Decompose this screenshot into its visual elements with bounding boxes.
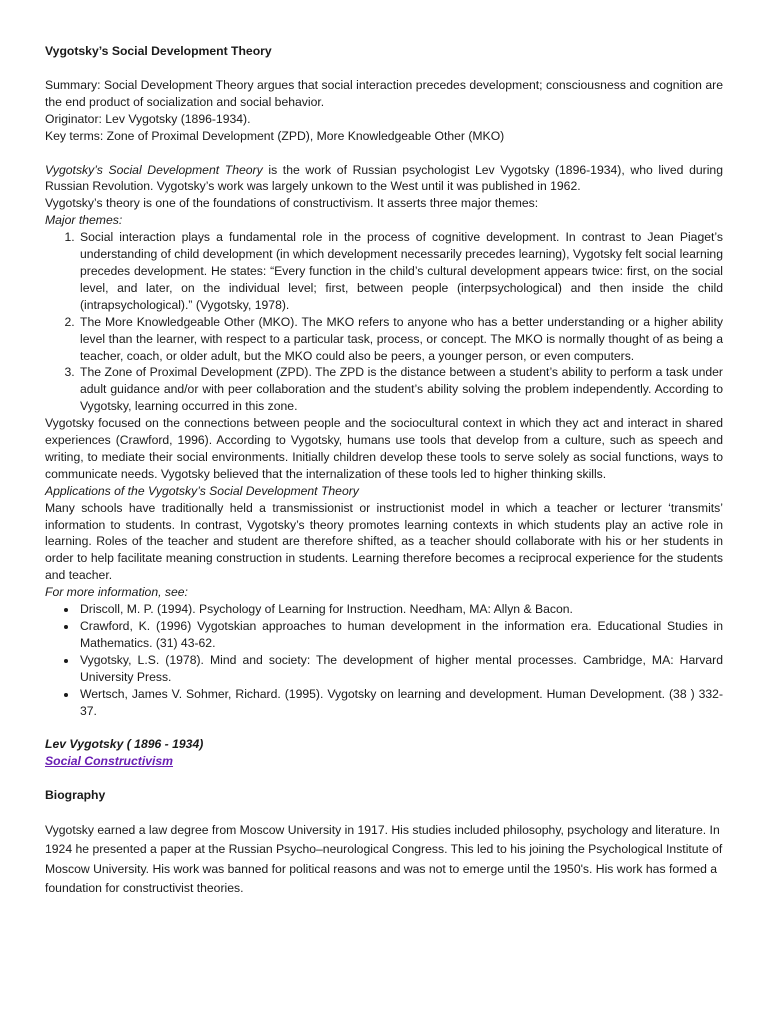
connections-paragraph: Vygotsky focused on the connections between people and the sociocultural context in which they act and interact in shared experiences (Crawford, 1996). According to Vygotsky, humans use tools that develop from a culture, such as speech and writing, to mediate their social environments. Initially children develop these tools to serve solely as social functions, ways to communicate needs. Vygotsky believed that the internalization of these tools led to higher thinking skills. <box>45 416 723 481</box>
applications-paragraph: Many schools have traditionally held a transmissionist or instructionist model in which a teacher or lecturer ‘transmits’ information to students. In contrast, Vygotsky’s theory promotes learning contexts in which students play an active role in learning. Roles of the teacher and student are therefore shifted, as a teacher should collaborate with his or her students in order to help facilitate meaning construction in students. Learning therefore becomes a reciprocal experience for the students and teacher. <box>45 500 723 583</box>
summary-text: Summary: Social Development Theory argues that social interaction precedes development; consciousness and cognition are the end product of socialization and social behavior. <box>45 77 723 109</box>
themes-list <box>45 229 723 415</box>
social-constructivism-link[interactable]: Social Constructivism <box>45 754 174 769</box>
reference-item: • Crawford, K. (1996) Vygotskian approaches to human development in the information era. Educational Studies in Mathematics. (31) 43-62. <box>78 618 723 652</box>
theme-item: 2. The More Knowledgeable Other (MKO). The MKO refers to anyone who has a better understanding or a higher ability level than the learner, with respect to a particular task, process, or concept. The MKO is normally thought of as being a teacher, coach, or older adult, but the MKO could also be peers, a younger person, or even computers. <box>78 314 723 365</box>
reference-item: • Driscoll, M. P. (1994). Psychology of Learning for Instruction. Needham, MA: Allyn & Bacon. <box>78 601 723 618</box>
originator-line: Originator: Lev Vygotsky (1896-1934). <box>45 111 251 126</box>
theme-item: 1. Social interaction plays a fundamental role in the process of cognitive development. In contrast to Jean Piaget’s understanding of child development (in which development necessarily precedes learning), Vygotsky felt social learning precedes development. He states: “Every function in the child’s cultural development appears twice: first, on the social level, and later, on the individual level; first, between people (interpsychological) and then inside the child (intrapsychological).” (Vygotsky, 1978). <box>78 229 723 314</box>
reference-item: • Vygotsky, L.S. (1978). Mind and society: The development of higher mental processes. Cambridge, MA: Harvard University Press. <box>78 652 723 686</box>
intro-text: is the work of Russian psychologist Lev Vygotsky (1896-1934), who lived during Russian Revolution. Vygotsky’s work was largely unkown to the West until it was published in 1962. <box>45 162 723 194</box>
document-title: Vygotsky’s Social Development Theory <box>45 44 272 58</box>
intro-constructivism: Vygotsky’s theory is one of the foundations of constructivism. It asserts three major themes: <box>45 196 539 211</box>
reference-item: • Wertsch, James V. Sohmer, Richard. (1995). Vygotsky on learning and development. Human Development. (38 ) 332-37. <box>78 686 723 720</box>
biography-heading: Biography <box>45 788 106 803</box>
theme-item: 3. The Zone of Proximal Development (ZPD). The ZPD is the distance between a student’s ability to perform a task under adult guidance and/or with peer collaboration and the student’s ability solving the problem independently. According to Vygotsky, learning occurred in this zone. <box>78 364 723 415</box>
intro-paragraph <box>45 162 723 196</box>
key-terms-line: Key terms: Zone of Proximal Development (ZPD), More Knowledgeable Other (MKO) <box>45 128 505 143</box>
intro-title-italic: Vygotsky’s Social Development Theory <box>45 162 263 177</box>
lev-heading: Lev Vygotsky ( 1896 - 1934) <box>45 737 204 752</box>
themes-heading: Major themes: <box>45 213 123 228</box>
references-list <box>45 601 723 719</box>
applications-heading: Applications of the Vygotsky’s Social Development Theory <box>45 483 359 498</box>
biography-paragraph: Vygotsky earned a law degree from Moscow University in 1917. His studies included philosophy, psychology and literature. In 1924 he presented a paper at the Russian Psycho–neurological Congress. This led to his joining the Psychological Institute of Moscow University. His work was banned for political reasons and was not to emerge until the 1950's. His work has formed a foundation for constructivist theories. <box>45 823 723 896</box>
more-info-heading: For more information, see: <box>45 585 188 600</box>
